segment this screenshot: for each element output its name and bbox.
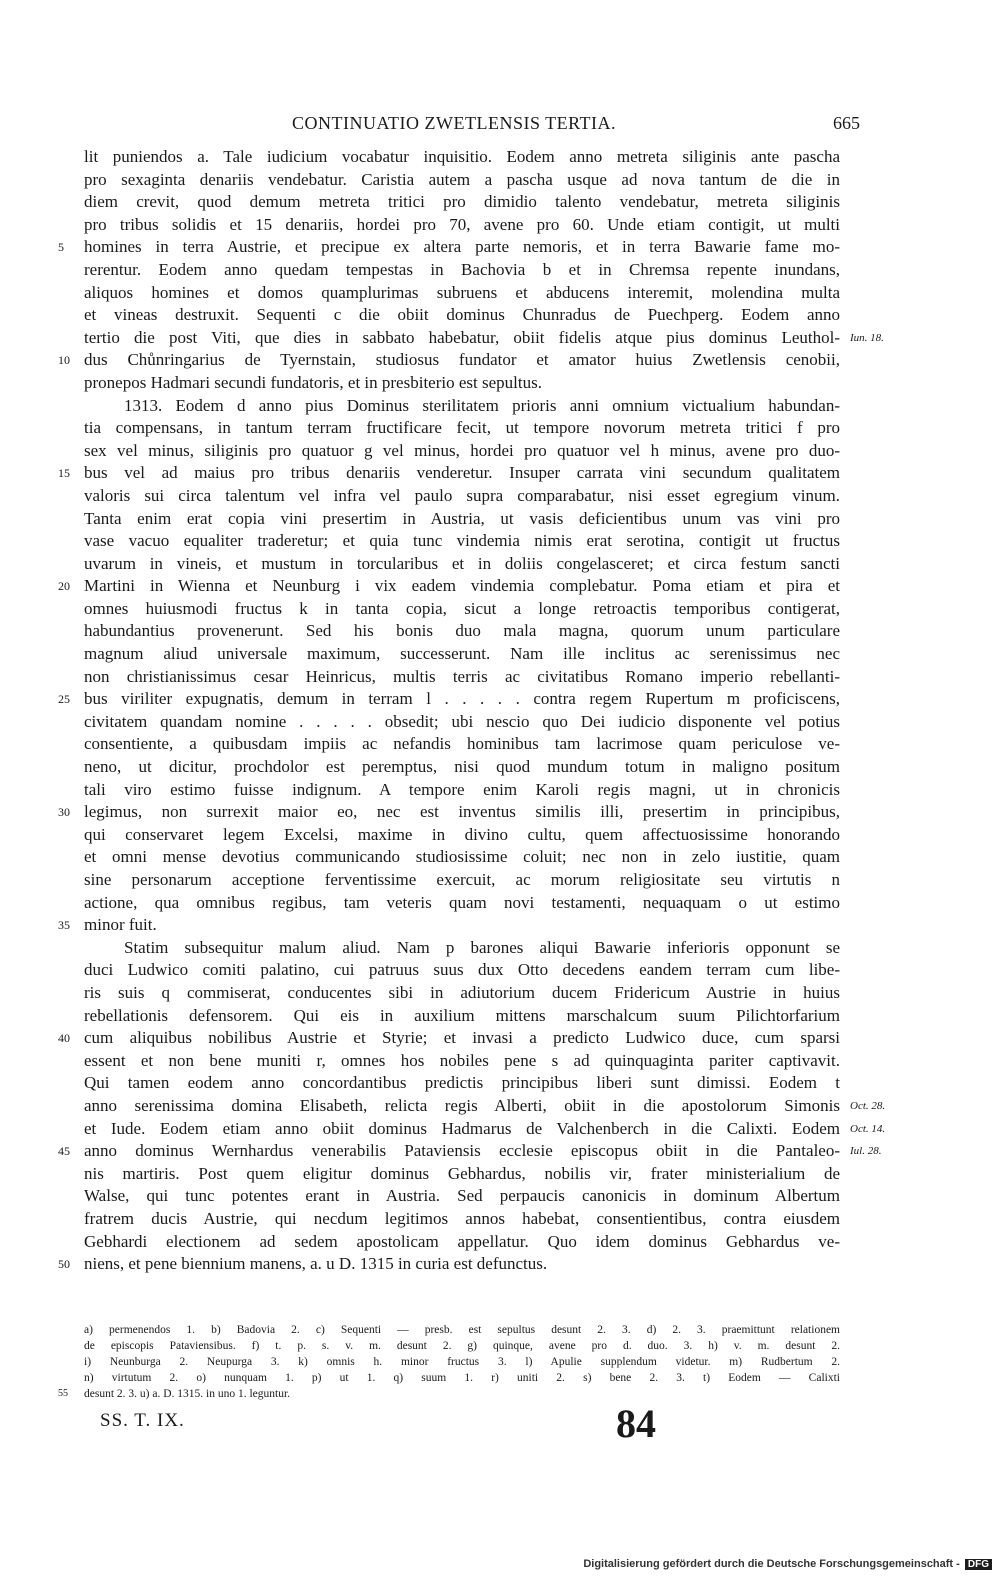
body-line-text: tali viro estimo fuisse indignum. A tempore enim Karoli regis magni, ut in chronicis — [84, 779, 840, 799]
footnotes — [58, 1322, 840, 1402]
body-line-text: homines in terra Austrie, et precipue ex altera parte nemoris, et in terra Bawarie fame mo- — [84, 237, 840, 257]
line-number: 20 — [58, 579, 70, 594]
body-line-text: diem crevit, quod demum metreta tritici pro dimidio talento vendebatur, metreta siliginis — [84, 192, 840, 212]
body-line — [58, 575, 840, 598]
body-line-text: niens, et pene biennium manens, a. u D. 1315 in curia est defunctus. — [84, 1254, 548, 1274]
body-line-text: consentiente, a quibusdam impiis ac nefandis hominibus tam lacrimose quam periculose ve- — [84, 734, 840, 754]
margin-date-note: Oct. 14. — [850, 1122, 886, 1135]
body-line — [80, 756, 840, 779]
body-line — [80, 959, 840, 982]
dfg-logo: DFG — [965, 1559, 992, 1570]
body-line-text: rebellationis defensorem. Qui eis in auxilium mittens marschalcum suum Pilichtorfarium — [84, 1005, 840, 1025]
margin-date-note: Iul. 28. — [850, 1145, 882, 1158]
footnote-line-text: i) Neunburga 2. Neupurga 3. k) omnis h. minor fructus 3. l) Apulie supplendum videtur. m) Rudbertum 2. — [84, 1356, 840, 1368]
footnote-line — [80, 1370, 840, 1386]
margin-date-note: Iun. 18. — [850, 331, 884, 344]
line-number: 10 — [58, 353, 70, 368]
body-line-text: essent et non bene muniti r, omnes hos nobiles pene s ad quinquaginta pariter captivavit. — [84, 1050, 840, 1070]
body-line — [80, 191, 840, 214]
credit-line — [583, 1558, 992, 1570]
body-line-text: non christianissimus cesar Heinricus, multis terris ac civitatibus Romano imperio rebellanti- — [84, 666, 840, 686]
body-line — [80, 327, 884, 350]
body-line-text: et vineas destruxit. Sequenti c die obiit dominus Chunradus de Puechperg. Eodem anno — [84, 305, 840, 325]
body-line-text: tia compensans, in tantum terram fructificare fecit, ut tempore novorum metreta tritici f pro — [84, 418, 840, 438]
body-line-text: pronepos Hadmari secundi fundatoris, et in presbiterio est sepultus. — [84, 372, 542, 392]
body-line-text: qui conservaret legem Excelsi, maxime in divino cultu, quem affectuosissime honorando — [84, 824, 840, 844]
body-line-text: actione, qua omnibus regibus, tam veteris quam novi testamenti, nequaquam o ut estimo — [84, 892, 840, 912]
body-line — [80, 508, 840, 531]
body-line — [58, 236, 840, 259]
body-line-text: rerentur. Eodem anno quedam tempestas in Bachovia b et in Chremsa repente inundans, — [84, 259, 840, 279]
margin-date-note: Oct. 28. — [850, 1099, 886, 1112]
page-number: 665 — [833, 113, 860, 133]
body-line-text: Tanta enim erat copia vini presertim in Austria, ut vasis deficientibus unum vas vini pro — [84, 508, 840, 528]
body-line — [58, 688, 840, 711]
footnote-line — [80, 1322, 840, 1338]
body-line — [80, 937, 840, 960]
body-line — [80, 485, 840, 508]
body-line-text: lit puniendos a. Tale iudicium vocabatur inquisitio. Eodem anno metreta siliginis ante pascha — [84, 147, 840, 166]
body-line — [80, 620, 840, 643]
body-line — [80, 643, 840, 666]
page-header — [80, 113, 860, 139]
body-line-text: Martini in Wienna et Neunburg i vix eadem vindemia complebatur. Poma etiam et pira et — [84, 576, 840, 596]
footnote-line-text: de episcopis Pataviensibus. f) t. p. s. v. m. desunt 2. g) quinque, avene pro d. duo. 3. h) v. m. desunt 2. — [84, 1340, 840, 1352]
body-line — [80, 982, 840, 1005]
body-line — [80, 417, 840, 440]
body-line-text: vase vacuo equaliter traderetur; et quia tunc vindemia nimis erat serotina, contigit ut fructus — [84, 531, 840, 551]
body-line — [80, 214, 840, 237]
body-line — [80, 1050, 840, 1073]
body-line-text: neno, ut dicitur, prochdolor est peremptus, nisi quod mundum totum in maligno positum — [84, 757, 840, 777]
body-line-text: duci Ludwico comiti palatino, cui patruus suus dux Otto decedens eandem terram cum libe- — [84, 960, 840, 980]
body-line-text: Statim subsequitur malum aliud. Nam p barones aliqui Bawarie inferioris opponunt se — [124, 937, 840, 957]
body-line — [80, 598, 840, 621]
body-line — [80, 1005, 840, 1028]
body-line-text: omnes huiusmodi fructus k in tanta copia, sicut a longe retroactis temporibus contigerat, — [84, 598, 840, 618]
main-text — [58, 146, 886, 1276]
body-line — [58, 462, 840, 485]
body-line-text: Walse, qui tunc potentes erant in Austria. Sed perpaucis canonicis in dominum Albertum — [84, 1186, 840, 1206]
body-line — [80, 1163, 840, 1186]
running-title: CONTINUATIO ZWETLENSIS TERTIA. — [292, 113, 617, 133]
body-line — [80, 824, 840, 847]
body-line — [80, 530, 840, 553]
body-line-text: valoris sui circa talentum vel infra vel paulo supra comparabatur, nisi esset egregium vinum. — [84, 485, 840, 505]
body-line-text: et Iude. Eodem etiam anno obiit dominus Hadmarus de Valchenberch in die Calixti. Eodem — [84, 1118, 840, 1138]
line-number: 30 — [58, 805, 70, 820]
body-line — [58, 1027, 840, 1050]
line-number: 35 — [58, 918, 70, 933]
body-line-text: 1313. Eodem d anno pius Dominus sterilitatem prioris anni omnium victualium habundan- — [124, 395, 840, 415]
body-line — [58, 349, 840, 372]
footnote-line-text: a) permenendos 1. b) Badovia 2. c) Sequenti — presb. est sepultus desunt 2. 3. d) 2. 3. praemittunt relationem — [84, 1324, 840, 1336]
footnote-line — [80, 1338, 840, 1354]
body-line-text: pro tribus solidis et 15 denariis, hordei pro 70, avene pro 60. Unde etiam contigit, ut multi — [84, 214, 840, 234]
body-line — [80, 779, 840, 802]
body-line-text: bus vel ad maius pro tribus denariis venderetur. Insuper carrata vini secundum qualitatem — [84, 463, 840, 483]
body-line-text: pro sexaginta denariis vendebatur. Caristia autem a pascha usque ad nova tantum de die in — [84, 169, 840, 189]
body-line-text: anno serenissima domina Elisabeth, relicta regis Alberti, obiit in die apostolorum Simonis — [84, 1095, 840, 1115]
body-line-text: nis martiris. Post quem eligitur dominus Gebhardus, nobilis vir, frater ministerialium de — [84, 1163, 840, 1183]
line-number: 50 — [58, 1257, 70, 1272]
body-line — [58, 914, 840, 937]
sheet-number: 84 — [616, 1401, 656, 1446]
body-line-text: magnum aliud universale maximum, successerunt. Nam ille inclitus ac serenissimus nec — [84, 644, 840, 664]
body-line — [80, 846, 840, 869]
body-line — [80, 711, 840, 734]
footnote-line-text: n) virtutum 2. o) nunquam 1. p) ut 1. q) suum 1. r) uniti 2. s) bene 2. 3. t) Eodem — Calixti — [84, 1372, 840, 1384]
body-line — [80, 259, 840, 282]
body-line — [80, 372, 840, 395]
body-line-text: Qui tamen eodem anno concordantibus predictis principibus liberi sunt dimissi. Eodem t — [84, 1073, 840, 1093]
body-line-text: et omni mense devotius communicando studiosissime coluit; nec non in zelo iustitie, quam — [84, 847, 840, 867]
line-number: 45 — [58, 1144, 70, 1159]
line-number: 5 — [58, 240, 64, 255]
body-line-text: fratrem ducis Austrie, qui necdum legitimos annos habebat, consentientibus, contra eiusdem — [84, 1208, 840, 1228]
body-line-text: habundantius provenerunt. Sed his bonis duo mala magna, quorum unum particulare — [84, 621, 840, 641]
body-line — [80, 169, 840, 192]
body-line-text: dus Chůnringarius de Tyernstain, studiosus fundator et amator huius Zwetlensis cenobii, — [84, 350, 840, 370]
body-line — [58, 801, 840, 824]
body-line — [80, 395, 840, 418]
body-line — [80, 869, 840, 892]
body-line — [80, 1072, 840, 1095]
body-line-text: sine personarum acceptione ferventissime exercuit, ac morum religiositate seu virtutis n — [84, 870, 840, 889]
body-line — [80, 1208, 840, 1231]
body-line-text: aliquos homines et domos quamplurimas subruens et abducens interemit, molendina multa — [84, 282, 840, 302]
body-line — [80, 146, 840, 169]
body-line — [58, 1140, 882, 1163]
body-line-text: sex vel minus, siliginis pro quatuor g vel minus, hordei pro quatuor vel h minus, avene pro duo- — [84, 440, 840, 460]
body-line — [58, 1253, 840, 1276]
line-number: 55 — [58, 1388, 68, 1399]
body-line — [80, 1095, 886, 1118]
body-line-text: tertio die post Viti, que dies in sabbato habebatur, obiit fidelis atque pius dominus Leuthol- — [84, 327, 840, 347]
body-line-text: Gebhardi electionem ad sedem apostolicam appellatur. Quo idem dominus Gebhardus ve- — [84, 1231, 840, 1251]
body-line-text: civitatem quandam nomine . . . . . obsedit; ubi nescio quo Dei iudicio disponente vel potius — [84, 711, 840, 731]
signature-mark: SS. T. IX. — [100, 1410, 185, 1431]
line-number: 15 — [58, 466, 70, 481]
body-line — [80, 733, 840, 756]
body-line — [80, 1118, 886, 1141]
body-line — [80, 1231, 840, 1254]
body-line — [80, 1185, 840, 1208]
body-line-text: uvarum in vineis, et mustum in torcularibus et in doliis congelasceret; et circa festum sancti — [84, 553, 840, 573]
line-number: 25 — [58, 692, 70, 707]
body-line-text: ris suis q commiserat, conducentes sibi in adiutorium ducem Fridericum Austrie in huius — [84, 982, 840, 1002]
body-line-text: minor fuit. — [84, 915, 157, 935]
credit-text: Digitalisierung gefördert durch die Deutsche Forschungsgemeinschaft - — [583, 1558, 960, 1570]
footnote-line-text: desunt 2. 3. u) a. D. 1315. in uno 1. leguntur. — [84, 1388, 291, 1400]
footnote-line — [58, 1386, 840, 1402]
body-line-text: legimus, non surrexit maior eo, nec est inventus similis illi, presertim in principibus, — [84, 802, 840, 822]
body-line — [80, 553, 840, 576]
footnote-line — [80, 1354, 840, 1370]
body-line — [80, 892, 840, 915]
body-line — [80, 666, 840, 689]
body-line — [80, 440, 840, 463]
body-line — [80, 304, 840, 327]
body-line-text: anno dominus Wernhardus venerabilis Pataviensis ecclesie episcopus obiit in die Pantaleo- — [84, 1141, 840, 1161]
body-line — [80, 282, 840, 305]
body-line-text: bus viriliter expugnatis, demum in terram l . . . . . contra regem Rupertum m proficiscens, — [84, 689, 840, 709]
body-line-text: cum aliquibus nobilibus Austrie et Styrie; et invasi a predicto Ludwico duce, cum sparsi — [84, 1028, 840, 1048]
line-number: 40 — [58, 1031, 70, 1046]
